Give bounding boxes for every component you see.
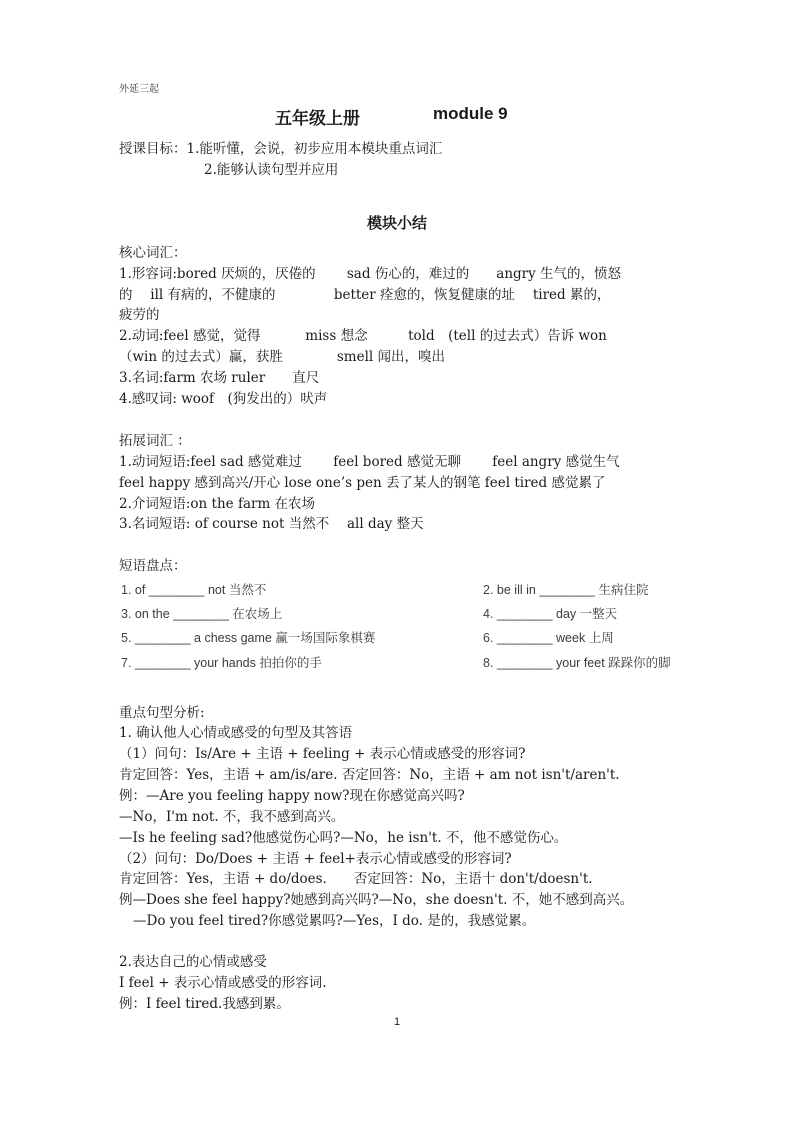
phrase-cn: 一整天 xyxy=(579,606,618,621)
phrase-pre: of xyxy=(134,583,146,597)
objectives-line-1: 授课目标：1.能听懂，会说，初步应用本模块重点词汇 xyxy=(119,141,443,157)
ext-vocab-line: 2.介词短语:on the farm 在农场 xyxy=(119,496,316,512)
phrases-heading: 短语盘点： xyxy=(119,558,187,574)
sentence-line: 例：—Are you feeling happy now?现在你感觉高兴吗? xyxy=(119,788,465,804)
ext-vocab-line: 3.名词短语: of course not 当然不 all day 整天 xyxy=(119,516,424,532)
phrase-number: 8. xyxy=(483,656,494,670)
sentence-line: （1）问句：Is/Are + 主语 + feeling + 表示心情或感受的形容词? xyxy=(119,746,526,762)
phrase-item xyxy=(483,580,648,598)
phrase-item xyxy=(483,628,614,646)
phrase-blank: ________ xyxy=(496,631,553,645)
sentence-line: —Do you feel tired?你感觉累吗?—Yes，I do. 是的，我感觉累。 xyxy=(133,913,536,929)
page-number: 1 xyxy=(393,1016,401,1028)
phrase-cn: 赢一场国际象棋赛 xyxy=(275,630,376,645)
sentence-line: （2）问句：Do/Does + 主语 + feel+表示心情或感受的形容词? xyxy=(119,851,512,867)
objectives-line-2: 2.能够认读句型并应用 xyxy=(204,162,339,178)
phrase-cn: 跺跺你的脚 xyxy=(608,655,671,670)
core-vocab-line: 的 ill 有病的，不健康的 better 痊愈的，恢复健康的址 tired 累的， xyxy=(119,287,611,303)
phrase-blank: ________ xyxy=(148,583,205,597)
phrase-number: 7. xyxy=(121,656,132,670)
phrase-cn: 拍拍你的手 xyxy=(259,655,322,670)
phrase-blank: ________ xyxy=(496,656,553,670)
core-vocab-line: 疲劳的 xyxy=(119,307,160,323)
phrase-number: 6. xyxy=(483,631,494,645)
phrase-cn: 在农场上 xyxy=(232,606,283,621)
phrase-post: a chess game xyxy=(194,631,272,645)
title-module: module 9 xyxy=(433,104,508,123)
core-vocab-line: 2.动词:feel 感觉，觉得 miss 想念 told (tell 的过去式）告诉 won xyxy=(119,328,607,344)
phrase-cn: 生病住院 xyxy=(598,582,649,597)
phrase-item xyxy=(483,604,617,622)
phrase-blank: ________ xyxy=(134,656,191,670)
core-vocab-line: （win 的过去式）赢，获胜 smell 闻出，嗅出 xyxy=(119,349,446,365)
phrase-item xyxy=(483,653,671,671)
sentence-line: 例—Does she feel happy?她感到高兴吗?—No，she doesn't. 不，她不感到高兴。 xyxy=(119,892,634,908)
sentences-heading: 重点句型分析: xyxy=(119,705,205,721)
sentence-line: —No，I'm not. 不，我不感到高兴。 xyxy=(119,809,345,825)
page-header: 外延三起 xyxy=(119,84,159,95)
phrase-post: your feet xyxy=(556,656,605,670)
sentence-part2-line: 例：I feel tired.我感到累。 xyxy=(119,996,290,1012)
phrase-item xyxy=(121,580,266,598)
sentence-line: 1. 确认他人心情或感受的句型及其答语 xyxy=(119,725,353,741)
phrase-blank: ________ xyxy=(539,583,595,597)
ext-vocab-line: feel happy 感到高兴/开心 lose one’s pen 丢了某人的钢笔 feel tired 感觉累了 xyxy=(119,475,606,491)
phrase-pre: be ill in xyxy=(496,583,536,597)
phrase-number: 2. xyxy=(483,583,494,597)
phrase-number: 5. xyxy=(121,631,132,645)
phrase-post: your hands xyxy=(194,656,256,670)
ext-vocab-heading: 拓展词汇 ： xyxy=(119,433,191,449)
phrase-item xyxy=(121,628,375,646)
phrase-item xyxy=(121,653,322,671)
sentence-line: 肯定回答：Yes，主语 + do/does. 否定回答：No，主语十 don't/doesn't. xyxy=(119,871,593,887)
core-vocab-line: 1.形容词:bored 厌烦的，厌倦的 sad 伤心的，难过的 angry 生气的，愤怒 xyxy=(119,266,622,282)
ext-vocab-line: 1.动词短语:feel sad 感觉难过 feel bored 感觉无聊 feel angry 感觉生气 xyxy=(119,454,620,470)
core-vocab-line: 4.感叹词: woof (狗发出的）吠声 xyxy=(119,391,328,407)
sentence-part2-line: 2.表达自己的心情或感受 xyxy=(119,954,267,970)
phrase-post: week xyxy=(556,631,586,645)
phrase-blank: ________ xyxy=(134,631,191,645)
summary-title: 模块小结 xyxy=(366,214,427,232)
sentence-part2-line: I feel + 表示心情或感受的形容词. xyxy=(119,975,327,991)
phrase-item xyxy=(121,604,282,622)
core-vocab-line: 3.名词:farm 农场 ruler 直尺 xyxy=(119,370,320,386)
phrase-blank: ________ xyxy=(496,607,553,621)
phrase-number: 3. xyxy=(121,607,132,621)
phrase-pre: on the xyxy=(134,607,170,621)
sentence-line: —Is he feeling sad?他感觉伤心吗?—No，he isn't. 不，他不感觉伤心。 xyxy=(119,830,568,846)
phrase-number: 1. xyxy=(121,583,132,597)
phrase-number: 4. xyxy=(483,607,494,621)
title-grade: 五年级上册 xyxy=(275,109,360,129)
phrase-blank: ________ xyxy=(173,607,229,621)
phrase-cn: 当然不 xyxy=(228,582,267,597)
core-vocab-heading: 核心词汇： xyxy=(119,245,187,261)
phrase-cn: 上周 xyxy=(588,630,614,645)
phrase-post: not xyxy=(207,583,226,597)
phrase-post: day xyxy=(556,607,577,621)
sentence-line: 肯定回答：Yes，主语 + am/is/are. 否定回答：No，主语 + am not isn't/aren't. xyxy=(119,767,620,783)
